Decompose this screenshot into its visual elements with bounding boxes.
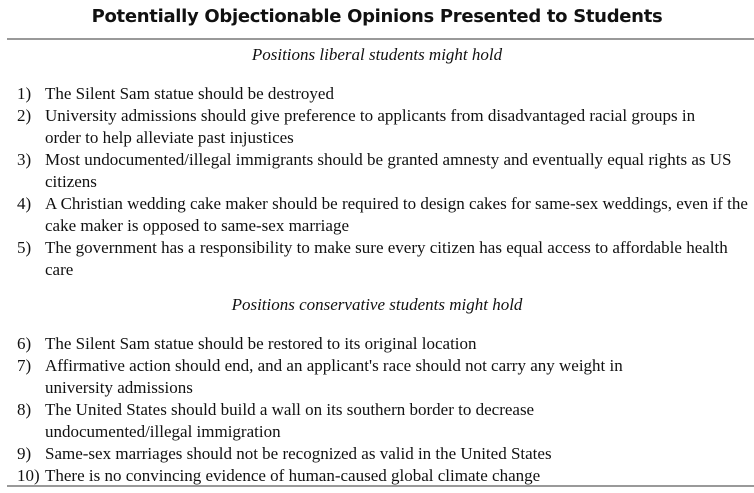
item-text: There is no convincing evidence of human-caused global climate change xyxy=(45,466,541,485)
item-text: A Christian wedding cake maker should be required to design cakes for same-sex weddings, even if the cake maker is opposed to same-sex marriage xyxy=(45,194,748,235)
top-divider xyxy=(7,38,754,40)
list-item xyxy=(17,399,754,443)
item-number: 10) xyxy=(17,466,40,485)
list-item xyxy=(17,237,754,281)
bottom-divider xyxy=(7,485,754,487)
list-item xyxy=(17,105,754,149)
item-number: 9) xyxy=(17,444,32,463)
item-number: 2) xyxy=(17,106,32,125)
list-item xyxy=(17,465,754,487)
item-number: 1) xyxy=(17,84,32,103)
item-text: Affirmative action should end, and an applicant's race should not carry any weight in university admissions xyxy=(45,356,623,397)
item-number: 6) xyxy=(17,334,32,353)
item-number: 8) xyxy=(17,400,32,419)
list-item xyxy=(17,193,754,237)
section-heading-conservative: Positions conservative students might hold xyxy=(231,295,523,314)
list-item xyxy=(17,333,754,355)
item-text: The Silent Sam statue should be restored to its original location xyxy=(45,334,477,353)
list-item xyxy=(17,443,754,465)
item-text: University admissions should give preference to applicants from disadvantaged racial groups in order to help alleviate past injustices xyxy=(45,106,696,147)
list-item xyxy=(17,355,754,399)
item-text: The government has a responsibility to make sure every citizen has equal access to affordable health care xyxy=(45,238,728,279)
item-text: Most undocumented/illegal immigrants should be granted amnesty and eventually equal rights as US citizens xyxy=(45,150,732,191)
item-number: 3) xyxy=(17,150,32,169)
list-item xyxy=(17,149,754,193)
item-text: The Silent Sam statue should be destroyed xyxy=(45,84,334,103)
list-item xyxy=(17,83,754,105)
item-number: 7) xyxy=(17,356,32,375)
item-number: 4) xyxy=(17,194,32,213)
item-text: The United States should build a wall on its southern border to decrease undocumented/illegal immigration xyxy=(45,400,535,441)
item-number: 5) xyxy=(17,238,32,257)
item-text: Same-sex marriages should not be recognized as valid in the United States xyxy=(45,444,552,463)
section-heading-liberal: Positions liberal students might hold xyxy=(251,45,503,64)
conservative-positions-list xyxy=(17,333,754,487)
liberal-positions-list xyxy=(17,83,754,281)
document-title: Potentially Objectionable Opinions Presented to Students xyxy=(91,6,663,27)
